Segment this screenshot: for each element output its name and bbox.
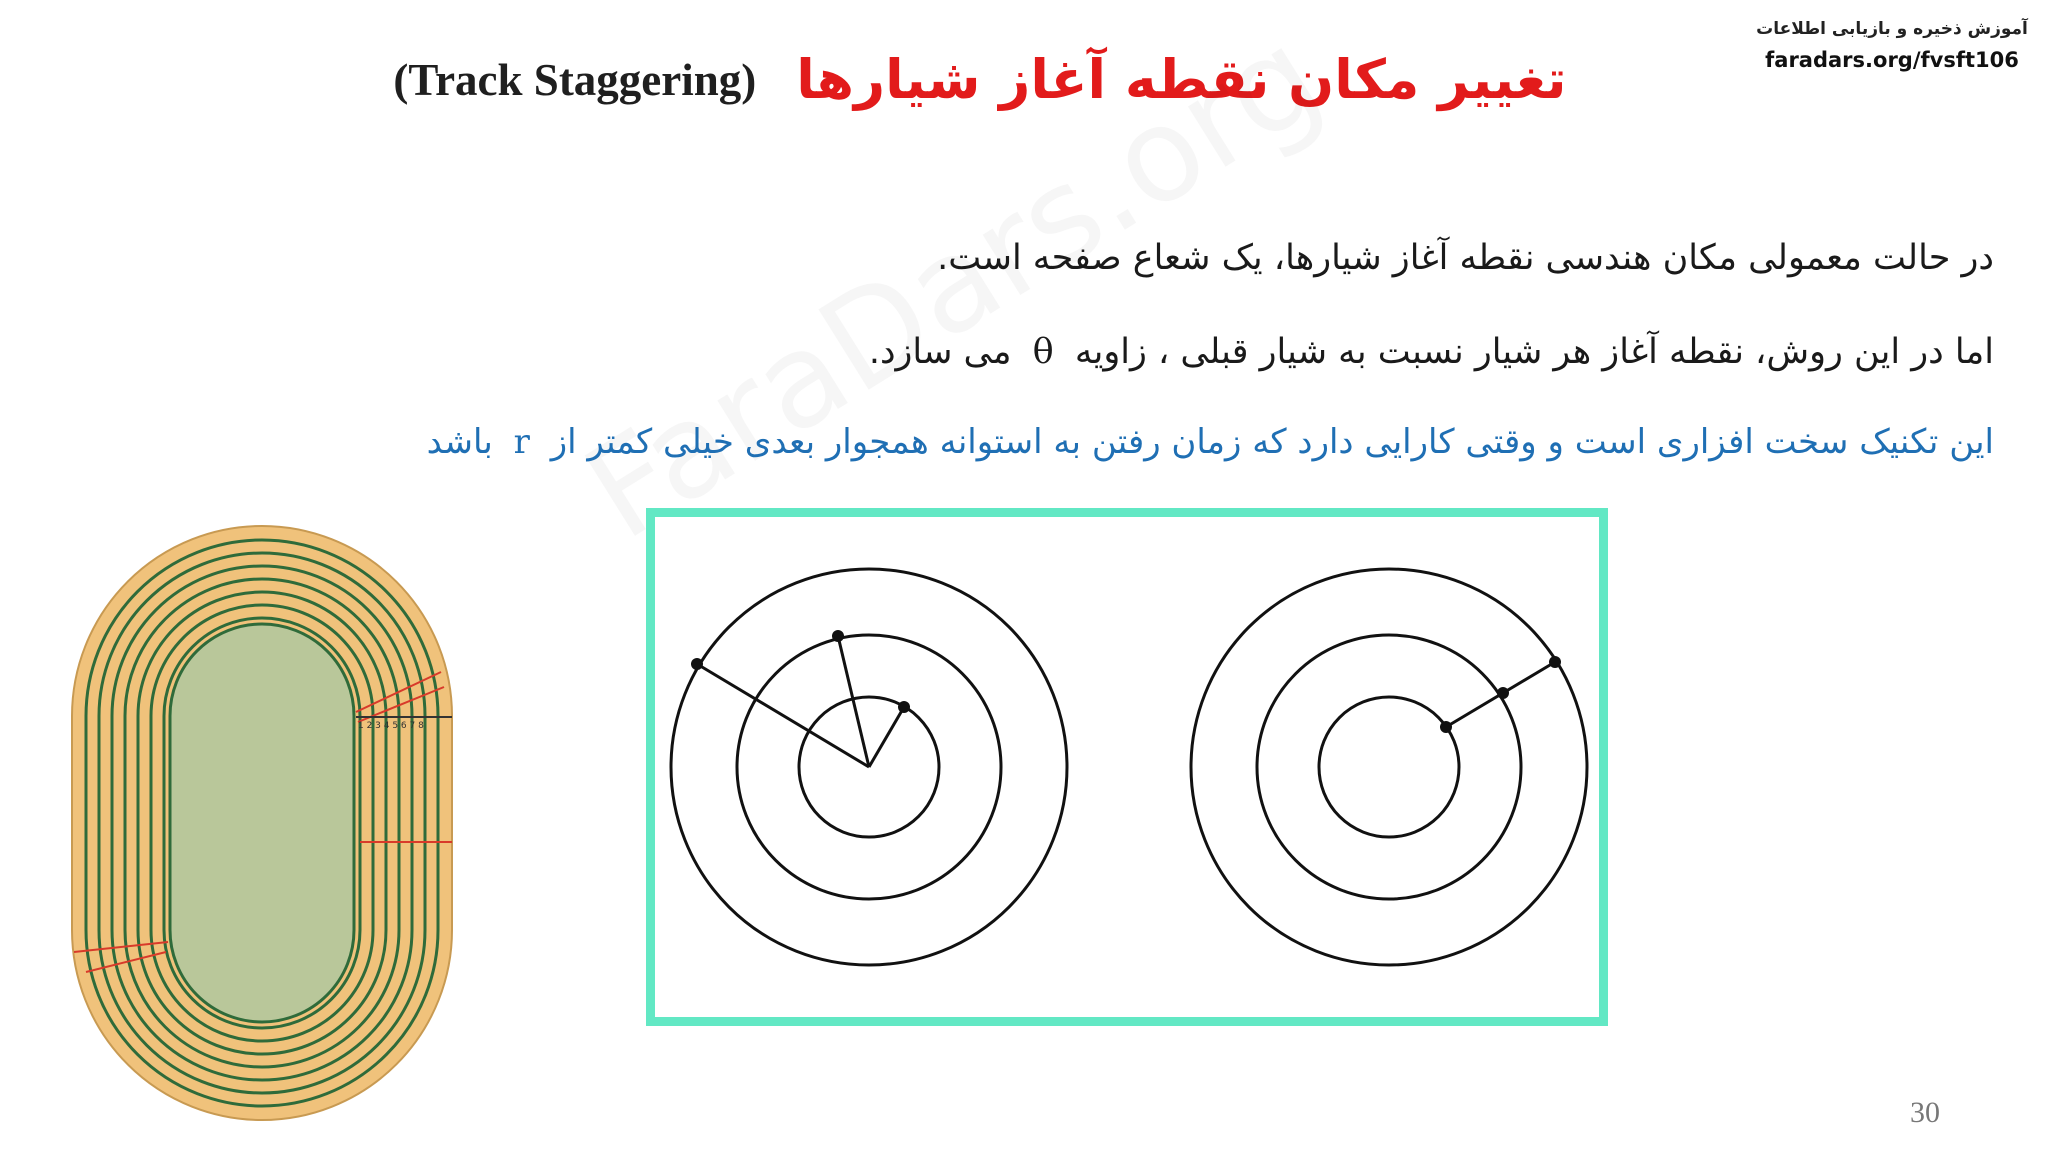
course-url[interactable]: faradars.org/fvsft106 — [1765, 48, 2019, 72]
disk-diagrams — [655, 517, 1599, 1017]
theta-symbol: θ — [1032, 332, 1054, 372]
course-name: آموزش ذخیره و بازیابی اطلاعات — [1756, 19, 2028, 39]
body-line-2 — [869, 332, 1994, 372]
slide-title — [390, 48, 1570, 111]
infield-grass — [170, 624, 354, 1022]
brand-block — [1742, 6, 2042, 72]
title-english: (Track Staggering) — [393, 54, 757, 105]
staggered-disk — [671, 569, 1067, 965]
body-line-3 — [427, 422, 1994, 462]
page-number: 30 — [1910, 1096, 1940, 1129]
body-line-2-end: می سازد. — [868, 332, 1012, 372]
title-persian: تغییر مکان نقطه آغاز شیارها — [796, 48, 1567, 111]
normal-disk — [1191, 569, 1587, 965]
body-line-3-start: این تکنیک سخت افزاری است و وقتی کارایی دارد که زمان رفتن به استوانه همجوار بعدی خیلی کمتر از — [550, 422, 1994, 462]
body-line-3-end: باشد — [426, 422, 493, 462]
body-line-2-start: اما در این روش، نقطه آغاز هر شیار نسبت به شیار قبلی ، زاویه — [1074, 332, 1994, 372]
lane-numbers: 1 2 3 4 5 6 7 8 — [358, 721, 424, 731]
running-track-illustration — [66, 522, 458, 1124]
disk-diagram-frame — [646, 508, 1608, 1026]
r-symbol: r — [513, 422, 530, 462]
body-line-1: در حالت معمولی مکان هندسی نقطه آغاز شیارها، یک شعاع صفحه است. — [937, 238, 1994, 278]
staggered-start-points — [691, 630, 910, 713]
